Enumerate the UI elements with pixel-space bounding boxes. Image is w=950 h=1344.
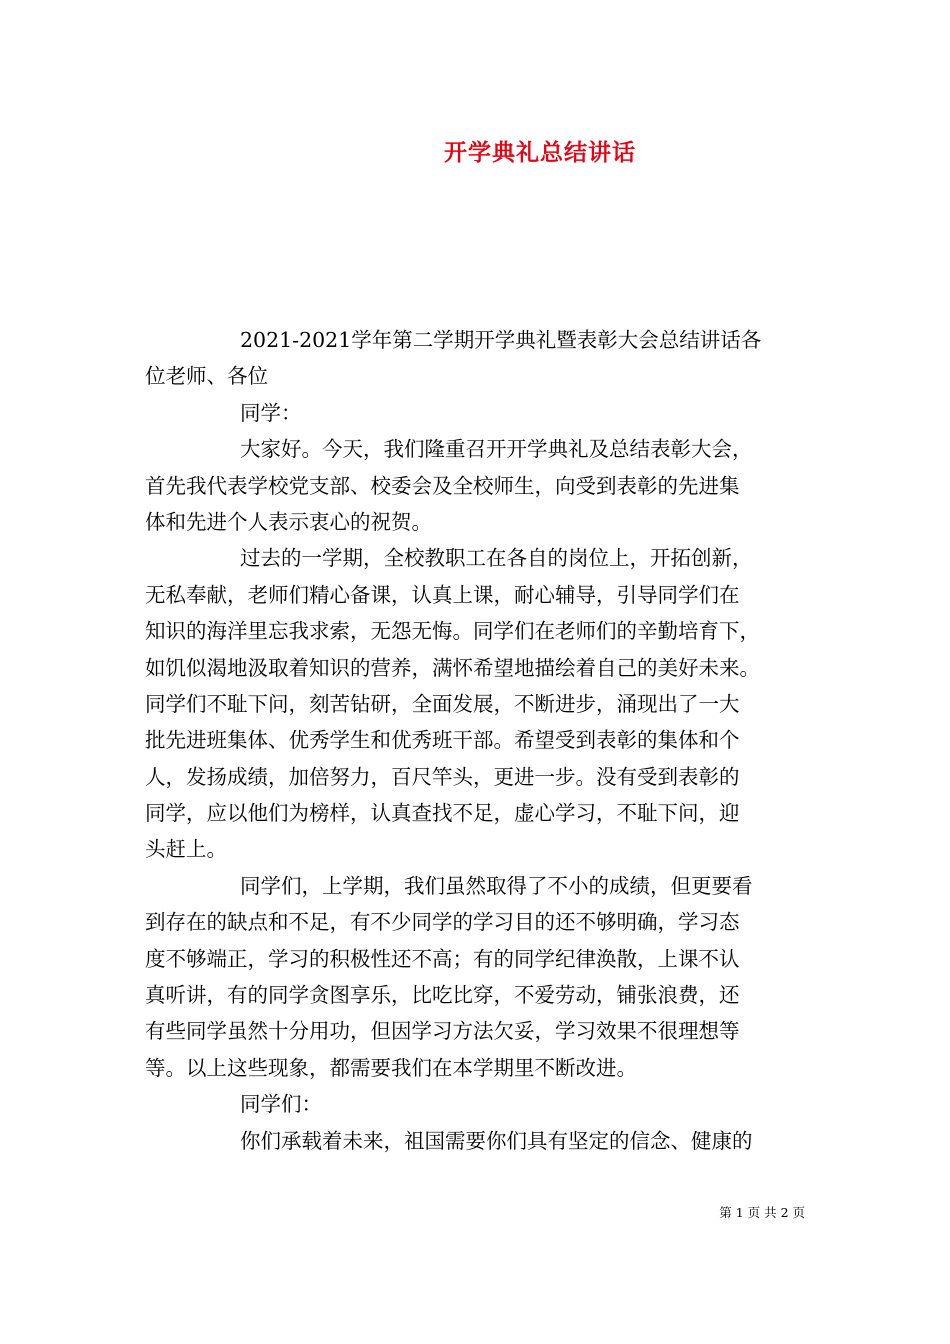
text-line: 大家好。今天，我们隆重召开开学典礼及总结表彰大会，: [240, 437, 753, 462]
document-body: [145, 322, 825, 1159]
page-title: 开学典礼总结讲话: [444, 140, 636, 166]
text-line: 同学们：: [240, 1092, 322, 1117]
text-line: 头赶上。: [145, 837, 227, 862]
text-line: 位老师、各位: [145, 364, 268, 389]
text-line: 到存在的缺点和不足，有不少同学的学习目的还不够明确，学习态: [145, 910, 740, 935]
page-number: 第 1 页 共 2 页: [719, 1205, 805, 1220]
text-line: 2021-2021学年第二学期开学典礼暨表彰大会总结讲话各: [240, 328, 762, 352]
text-line: 同学，应以他们为榜样，认真查找不足，虚心学习，不耻下问，迎: [145, 801, 740, 826]
text-line: 首先我代表学校党支部、校委会及全校师生，向受到表彰的先进集: [145, 473, 740, 498]
text-line: 人，发扬成绩，加倍努力，百尺竿头，更进一步。没有受到表彰的: [145, 764, 740, 789]
text-line: 同学们不耻下问，刻苦钻研，全面发展，不断进步，涌现出了一大: [145, 691, 740, 716]
text-line: 无私奉献，老师们精心备课，认真上课，耐心辅导，引导同学们在: [145, 582, 740, 607]
text-line: 有些同学虽然十分用功，但因学习方法欠妥，学习效果不很理想等: [145, 1019, 740, 1044]
text-line: 等。以上这些现象，都需要我们在本学期里不断改进。: [145, 1055, 637, 1080]
text-line: 真听讲，有的同学贪图享乐，比吃比穿，不爱劳动，铺张浪费，还: [145, 983, 740, 1008]
text-line: 批先进班集体、优秀学生和优秀班干部。希望受到表彰的集体和个: [145, 728, 740, 753]
text-line: 同学们，上学期，我们虽然取得了不小的成绩，但更要看: [240, 873, 753, 898]
text-line: 你们承载着未来，祖国需要你们具有坚定的信念、健康的: [240, 1128, 753, 1153]
text-line: 同学：: [240, 400, 302, 425]
text-line: 如饥似渴地汲取着知识的营养，满怀希望地描绘着自己的美好未来。: [145, 655, 760, 680]
text-line: 知识的海洋里忘我求索，无怨无悔。同学们在老师们的辛勤培育下，: [145, 619, 760, 644]
text-line: 过去的一学期，全校教职工在各自的岗位上，开拓创新，: [240, 546, 753, 571]
text-line: 度不够端正，学习的积极性还不高；有的同学纪律涣散，上课不认: [145, 946, 740, 971]
text-line: 体和先进个人表示衷心的祝贺。: [145, 509, 432, 534]
